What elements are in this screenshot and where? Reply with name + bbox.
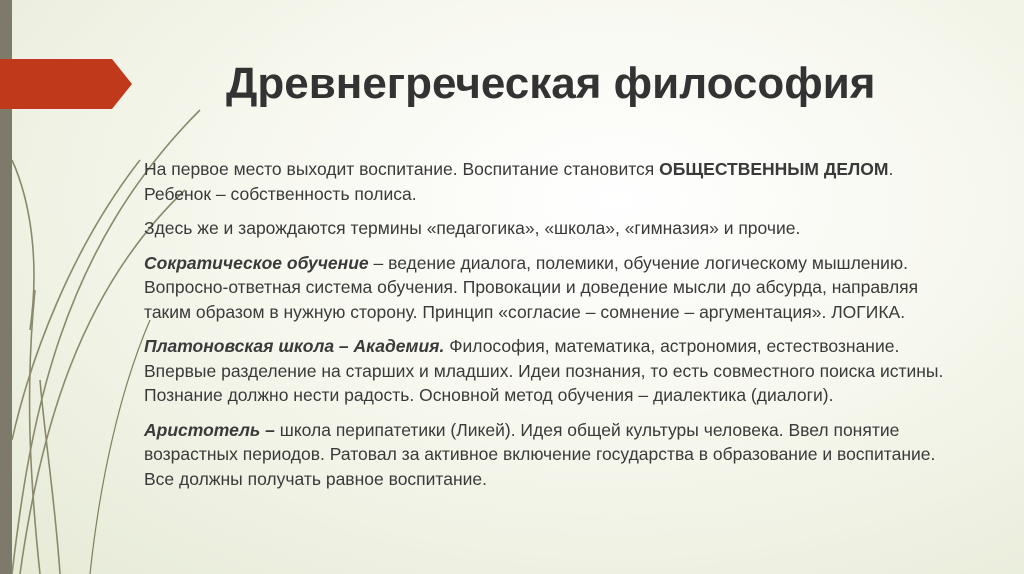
title-accent-arrow (0, 59, 132, 109)
paragraph-terms: Здесь же и зарождаются термины «педагогика», «школа», «гимназия» и прочие. (144, 218, 801, 238)
paragraph-upbringing: На первое место выходит воспитание. Воспитание становится ОБЩЕСТВЕННЫМ ДЕЛОМ. Ребенок – собственность полиса. (144, 159, 894, 204)
paragraph-plato: Платоновская школа – Академия. Философия, математика, астрономия, естествознание. Впервые разделение на старших и младших. Идеи познания, то есть совместного поиска истины. Познание должно нести радость. Основной метод обучения – диалектика (диалоги). (144, 336, 944, 405)
lead-plato: Платоновская школа – Академия. (144, 336, 445, 356)
lead-socratic: Сократическое обучение (144, 252, 369, 273)
paragraph-socratic: Сократическое обучение – ведение диалога, полемики, обучение логическому мышлению. Вопросно-ответная система обучения. Провокации и доведение мысли до абсурда, направляя таким образом в нужную сторону. Принцип «согласие – сомнение – аргументация». ЛОГИКА. (144, 252, 919, 322)
slide-title: Древнегреческая философия (226, 59, 876, 108)
paragraph-aristotle: Аристотель – школа перипатетики (Ликей). Идея общей культуры человека. Ввел понятие возрастных периодов. Ратовал за активное включение государства в образование и воспитание. Все должны получать равное воспитание. (144, 419, 936, 489)
lead-aristotle: Аристотель – (144, 419, 275, 440)
emphasis-public-matter: ОБЩЕСТВЕННЫМ ДЕЛОМ (659, 159, 889, 179)
slide-body (144, 157, 944, 501)
